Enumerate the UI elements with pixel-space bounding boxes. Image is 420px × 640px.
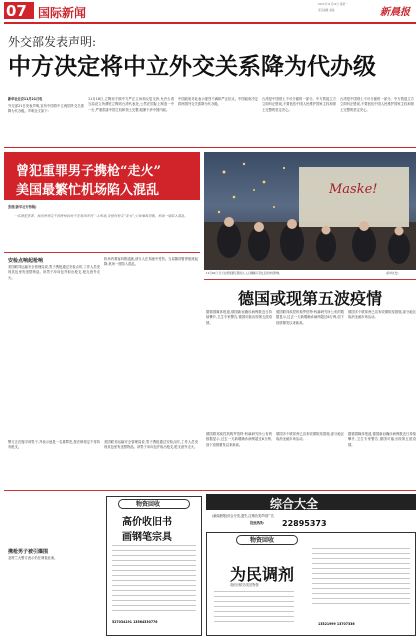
- page-number: 07: [6, 2, 27, 20]
- left-story-subhead-2: 携枪男子被引爆围: [8, 549, 49, 555]
- right-ad-phone: 22895373: [282, 519, 327, 528]
- left-story-divider: [4, 252, 200, 253]
- lead-column-3: 中国政府对此表示强烈不满和严正抗议。中国政府决定将两国外交关系降为代办级。: [178, 97, 258, 107]
- right-ad-big: 为民调剂: [230, 565, 295, 584]
- lead-column-1: 外交部21日发表声明,宣布中国将中立两国外交关系降为代办级。声明全文如下:: [8, 104, 84, 114]
- lead-column-2: 11月18日,立陶宛不顾中方严正立场和反复交涉,允许台湾当局设立所谓驻立陶宛台湾代表处,公然在国际上制造一中一台,严重损害中国主权和领土完整,粗暴干涉中国内政。: [88, 97, 174, 112]
- germany-para-2: 德国联邦疾控机构罗伯特·科赫研究所公布的数据显示,过去一天新增确诊病例超过6万例,创下疫情暴发以来新高。: [276, 310, 344, 325]
- photo-divider: [204, 279, 416, 280]
- right-ad-bottom-phone: 13521999 13707336: [318, 622, 355, 626]
- news-photo: [204, 152, 416, 270]
- germany-para-6: 据德国媒体报道,德国新冠确诊病例数近日持续攀升,卫生专家警告,德国可能出现第五波疫情。: [348, 432, 416, 447]
- germany-para-1: 据德国媒体报道,德国新冠确诊病例数近日持续攀升,卫生专家警告,德国可能出现第五波疫情。: [206, 310, 272, 325]
- germany-para-5: 德国多个联邦州已宣布收紧防疫措施,部分地区取消圣诞市场活动。: [276, 432, 344, 442]
- right-ad-side-filler: [312, 548, 410, 608]
- right-ad-banner-text: 综合大全: [270, 497, 319, 511]
- photo-scene: [204, 152, 416, 270]
- lead-byline: 新华社北京11月21日电: [8, 97, 43, 101]
- section-title: 国际新闻: [38, 6, 87, 20]
- left-story-para-3: 警方正在搜寻该男子,并表示他是一名重罪犯,按法律规定不得持有枪支。: [8, 440, 100, 450]
- germany-headline: 德国或现第五波疫情: [238, 289, 383, 308]
- lead-headline: 中方决定将中立外交关系降为代办级: [8, 54, 376, 80]
- lead-column-4: 台湾是中国领土不可分割的一部分。中方敦促立方立即纠正错误,不要低估中国人民维护国家主权和领土完整的坚定决心。: [262, 97, 336, 112]
- left-story-para-4: 美国联邦运输安全管理局说,男子携枪通过安检点时,工作人员发现其包里有违禁物品。该男子冲向包并取出枪支,枪支意外走火。: [104, 440, 198, 450]
- left-ad-filler: [112, 545, 196, 615]
- left-ad-line-1: 高价收旧书: [122, 517, 172, 528]
- left-story-para-1: 美国联邦运输安全管理局说,男子携枪通过安检点时,工作人员发现其包里有违禁物品。该男子冲向包并取出枪支,枪支意外走火。: [8, 265, 100, 280]
- left-ad-phone: 527034191 13564330776: [112, 620, 158, 624]
- newspaper-logo: [380, 0, 418, 22]
- left-story-para-2: 机场内乘客四散逃跑,部分人在奔跑中受伤。当局随即暂停航班起降,机场一度陷入混乱。: [104, 257, 198, 267]
- germany-para-4: 德国联邦疾控机构罗伯特·科赫研究所公布的数据显示,过去一天新增确诊病例超过6万例,创下疫情暴发以来新高。: [206, 432, 272, 447]
- photo-credit: (新华社发): [386, 272, 399, 275]
- left-story-summary: 一名曾犯重罪、按法律规定不得持枪的男子在美国亚特兰大机场,安检时枪支“走火”,引发乘客恐慌、机场一度陷入混乱。: [14, 214, 188, 218]
- lead-kicker: 外交部发表声明:: [8, 35, 97, 49]
- header-rule: [4, 22, 416, 24]
- left-story-headline-1: 曾犯重罪男子携枪“走火”: [16, 164, 161, 179]
- left-story-tail: 亚特兰大警方表示仍在调查此案。: [8, 556, 58, 560]
- left-ad-title: 物资回收: [136, 501, 161, 508]
- right-ad-filler: [214, 591, 294, 623]
- lead-bottom-rule: [4, 147, 416, 148]
- left-story-byline: 张建(新华社专特稿): [8, 205, 37, 209]
- photo-caption: 11月20日,当天在德国慕尼黑街头,人们佩戴口罩在圣诞市场购物。: [206, 272, 282, 275]
- left-story-subhead-1: 安检点响起枪响: [8, 258, 44, 264]
- lead-column-5: 台湾是中国领土不可分割的一部分。中方敦促立方立即纠正错误,不要低估中国人民维护国家主权和领土完整的坚定决心。: [340, 97, 414, 112]
- classifieds-top-rule: [4, 490, 416, 491]
- left-story-headline-2: 美国最繁忙机场陷入混乱: [16, 183, 160, 198]
- photo-sign-text: Maske!: [329, 182, 378, 197]
- germany-para-3: 德国多个联邦州已宣布收紧防疫措施,部分地区取消圣诞市场活动。: [348, 310, 416, 320]
- right-ad-mid-title: 物资回收: [250, 537, 275, 544]
- header-date: 2021年11月22日 星期一: [318, 3, 348, 6]
- right-ad-small: 高价回收各类旧物资: [230, 583, 259, 587]
- left-ad-line-2: 画钢笔宗具: [122, 532, 172, 543]
- logo-text: 新晨报: [380, 7, 410, 18]
- right-ad-phone-label: 投放热线:: [250, 521, 265, 525]
- right-ad-top-line: (新闻晨报)综合分类,遗失,注销各类声明广告: [212, 514, 274, 518]
- header-editor: 责任编辑 美编: [318, 9, 335, 12]
